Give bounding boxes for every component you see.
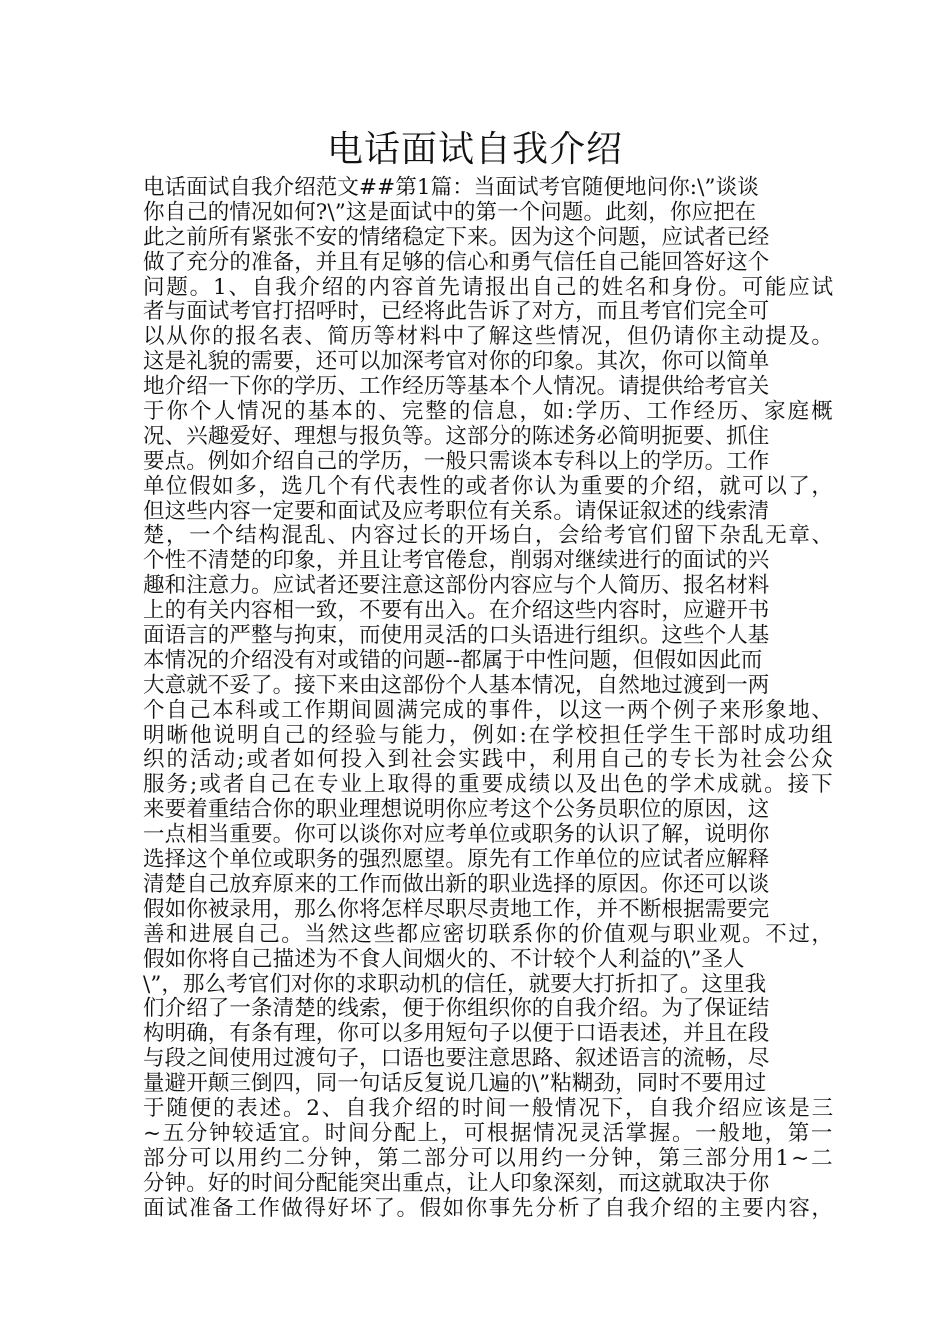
body-text-line: 大意就不妥了。接下来由这部份个人基本情况，自然地过渡到一两	[143, 672, 770, 698]
body-text-line: 趣和注意力。应试者还要注意这部份内容应与个人简历、报名材料	[143, 573, 770, 599]
body-text-line: 量避开颠三倒四，同一句话反复说几遍的\”粘糊劲，同时不要用过	[143, 1071, 767, 1097]
body-text-line: 但这些内容一定要和面试及应考职位有关系。请保证叙述的线索清	[143, 498, 770, 524]
body-text-line: ~五分钟较适宜。时间分配上，可根据情况灵活掌握。一般地，第一	[143, 1120, 835, 1146]
body-text-line: 一点相当重要。你可以谈你对应考单位或职务的认识了解，说明你	[143, 822, 770, 848]
body-text-line: 楚，一个结构混乱、内容过长的开场白，会给考官们留下杂乱无章、	[143, 523, 835, 549]
body-text-line: 部分可以用约二分钟，第二部分可以用约一分钟，第三部分用1~二	[143, 1145, 835, 1171]
body-text-line: 个性不清楚的印象，并且让考官倦怠，削弱对继续进行的面试的兴	[143, 548, 770, 574]
body-text-line: 织的活动;或者如何投入到社会实践中，利用自己的专长为社会公众	[143, 747, 835, 773]
body-text-line: 面试准备工作做得好坏了。假如你事先分析了自我介绍的主要内容，	[143, 1195, 835, 1221]
body-text-line: 们介绍了一条清楚的线索，便于你组织你的自我介绍。为了保证结	[143, 996, 770, 1022]
body-text-line: 者与面试考官打招呼时，已经将此告诉了对方，而且考官们完全可	[143, 299, 770, 325]
body-text-line: 来要着重结合你的职业理想说明你应考这个公务员职位的原因，这	[143, 797, 770, 823]
body-text-line: 于随便的表述。2、自我介绍的时间一般情况下，自我介绍应该是三	[143, 1095, 835, 1121]
body-text-line: 此之前所有紧张不安的情绪稳定下来。因为这个问题，应试者已经	[143, 224, 770, 250]
body-text-line: 问题。1、自我介绍的内容首先请报出自己的姓名和身份。可能应试	[143, 274, 835, 300]
body-text-line: 本情况的介绍没有对或错的问题--都属于中性问题，但假如因此而	[143, 647, 763, 673]
body-text-line: 你自己的情况如何?\”这是面试中的第一个问题。此刻，你应把在	[143, 199, 757, 225]
body-text-line: 服务;或者自己在专业上取得的重要成绩以及出色的学术成就。接下	[143, 772, 835, 798]
body-text-line: 与段之间使用过渡句子，口语也要注意思路、叙述语言的流畅，尽	[143, 1046, 770, 1072]
body-text-line: 地介绍一下你的学历、工作经历等基本个人情况。请提供给考官关	[143, 374, 770, 400]
body-text-line: 于你个人情况的基本的、完整的信息，如:学历、工作经历、家庭概	[143, 399, 835, 425]
body-text-line: 以从你的报名表、简历等材料中了解这些情况，但仍请你主动提及。	[143, 324, 835, 350]
body-text-line: 假如你被录用，那么你将怎样尽职尽责地工作，并不断根据需要完	[143, 896, 770, 922]
body-text-line: 明晰他说明自己的经验与能力，例如:在学校担任学生干部时成功组	[143, 722, 835, 748]
body-text-line: 面语言的严整与拘束，而使用灵活的口头语进行组织。这些个人基	[143, 623, 770, 649]
body-text-line: 分钟。好的时间分配能突出重点，让人印象深刻，而这就取决于你	[143, 1170, 770, 1196]
body-text-line: \”，那么考官们对你的求职动机的信任，就要大打折扣了。这里我	[143, 971, 767, 997]
body-text-line: 做了充分的准备，并且有足够的信心和勇气信任自己能回答好这个	[143, 249, 770, 275]
document-body	[143, 176, 833, 1221]
body-text-line: 单位假如多，选几个有代表性的或者你认为重要的介绍，就可以了，	[143, 473, 835, 499]
body-text-line: 选择这个单位或职务的强烈愿望。原先有工作单位的应试者应解释	[143, 847, 770, 873]
body-text-line: 清楚自己放弃原来的工作而做出新的职业选择的原因。你还可以谈	[143, 871, 770, 897]
body-text-line: 上的有关内容相一致，不要有出入。在介绍这些内容时，应避开书	[143, 598, 770, 624]
body-text-line: 善和进展自己。当然这些都应密切联系你的价值观与职业观。不过，	[143, 921, 835, 947]
body-text-line: 电话面试自我介绍范文##第1篇：当面试考官随便地问你:\”谈谈	[143, 175, 759, 200]
body-text-line: 个自己本科或工作期间圆满完成的事件，以这一两个例子来形象地、	[143, 697, 835, 723]
body-text-line: 这是礼貌的需要，还可以加深考官对你的印象。其次，你可以简单	[143, 349, 770, 375]
body-text-line: 假如你将自己描述为不食人间烟火的、不计较个人利益的\”圣人	[143, 946, 745, 972]
body-text-line: 要点。例如介绍自己的学历，一般只需谈本专科以上的学历。工作	[143, 448, 770, 474]
body-text-line: 构明确，有条有理，你可以多用短句子以便于口语表述，并且在段	[143, 1021, 770, 1047]
body-text-line: 况、兴趣爱好、理想与报负等。这部分的陈述务必简明扼要、抓住	[143, 423, 770, 449]
document-title: 电话面试自我介绍	[326, 129, 623, 170]
